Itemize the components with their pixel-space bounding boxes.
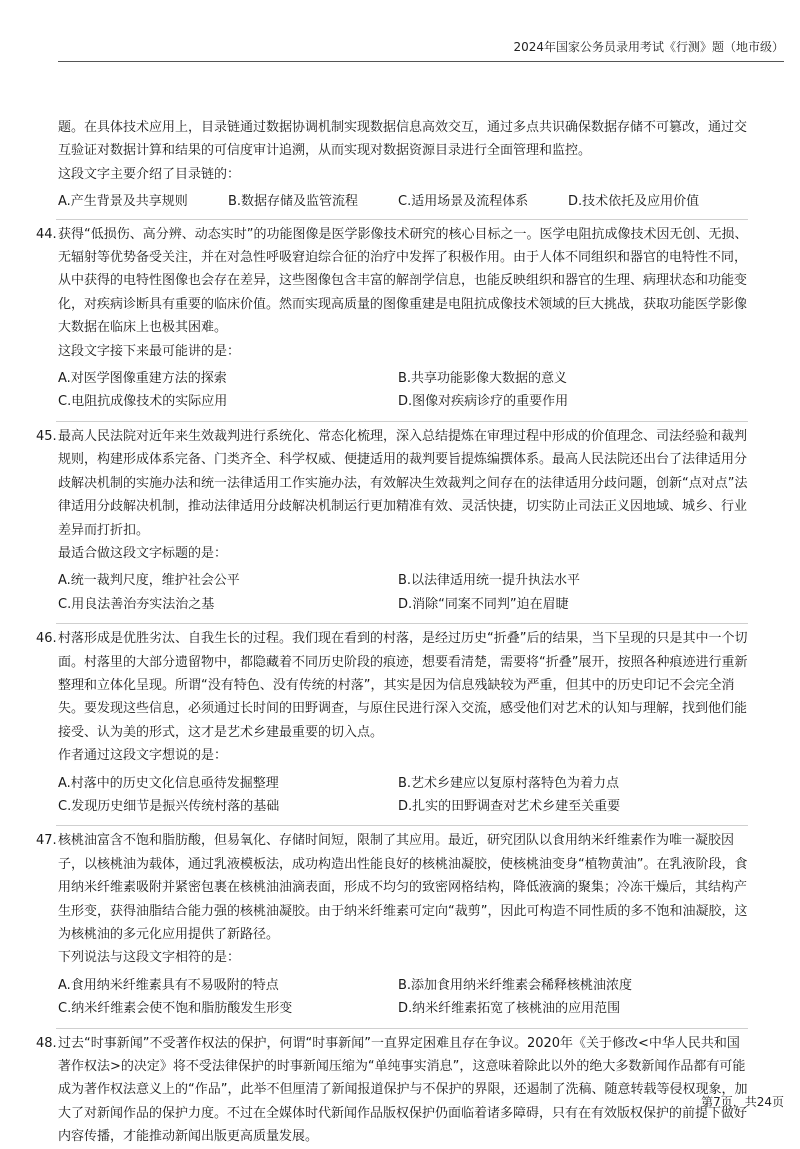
option-a: A.村落中的历史文化信息亟待发掘整理 <box>58 775 279 791</box>
option-d: D.纳米纤维素拓宽了核桃油的应用范围 <box>398 1001 621 1017</box>
option-a: A.食用纳米纤维素具有不易吸附的特点 <box>58 977 279 993</box>
option-a: A.产生背景及共享规则 <box>58 194 188 210</box>
option-a: A.对医学图像重建方法的探索 <box>58 371 227 387</box>
question-48 <box>36 1032 748 1149</box>
divider <box>56 421 748 422</box>
question-45 <box>36 425 748 618</box>
question-number: 46. <box>36 631 57 647</box>
divider <box>56 219 748 220</box>
page-footer <box>58 1093 784 1110</box>
question-prompt: 这段文字主要介绍了目录链的： <box>58 166 241 182</box>
passage-text: 题。在具体技术应用上，目录链通过数据协调机制实现数据信息高效交互，通过多点共识确保数据存储不可篡改，通过交互验证对数据计算和结果的可信度审计追溯，从而实现对数据资源目录进行全面管理和监控。 <box>58 120 748 159</box>
page-content <box>36 116 748 1149</box>
options-row <box>58 190 748 213</box>
passage-text: 村落形成是优胜劣汰、自我生长的过程。我们现在看到的村落，是经过历史“折叠”后的结果，当下呈现的只是其中一个切面。村落里的大部分遗留物中，都隐藏着不同历史阶段的痕迹，想要看清楚，需要将“折叠”展开，按照各种痕迹进行重新整理和立体化呈现。所谓“没有特色、没有传统的村落”，其实是因为信息残缺较为严重，但其中的历史印记不会完全消失。要发现这些信息，必须通过长时间的田野调查，与原住民进行深入交流，感受他们对艺术的认知与理解，找到他们能接受、认为美的形式，这才是艺术乡建最重要的切入点。 <box>58 631 748 740</box>
page-number: 第7页，共24页 <box>701 1095 784 1109</box>
option-b: B.数据存储及监管流程 <box>228 194 359 210</box>
option-b: B.以法律适用统一提升执法水平 <box>398 573 581 589</box>
option-b: B.共享功能影像大数据的意义 <box>398 371 568 387</box>
question-prompt: 作者通过这段文字想说的是： <box>58 748 228 764</box>
question-number: 47. <box>36 833 57 849</box>
option-c: C.发现历史细节是振兴传统村落的基础 <box>58 798 280 814</box>
divider <box>56 1028 748 1029</box>
passage-text: 过去“时事新闻”不受著作权法的保护，何谓“时事新闻”一直界定困难且存在争议。2020年《关于修改<中华人民共和国著作权法>的决定》将不受法律保护的时事新闻压缩为“单纯事实消息”，这意味着除此以外的绝大多数新闻作品都有可能成为著作权法意义上的“作品”，此举不但厘清了新闻报道保护与不保护的界限，还遏制了洗稿、随意转载等侵权现象，加大了对新闻作品的保护力度。不过在全媒体时代新闻作品版权保护仍面临着诸多障碍，只有在有效版权保护的前提下做好内容传播，才能推动新闻出版更高质量发展。 <box>58 1035 748 1145</box>
passage-text: 获得“低损伤、高分辨、动态实时”的功能图像是医学影像技术研究的核心目标之一。医学电阻抗成像技术因无创、无损、无辐射等优势备受关注，并在对急性呼吸窘迫综合征的治疗中发挥了积极作用。由于人体不同组织和器官的电特性不同，从中获得的电特性图像也会存在差异，这些图像包含丰富的解剖学信息，也能反映组织和器官的生理、病理状态和功能变化，对疾病诊断具有重要的临床价值。然而实现高质量的图像重建是电阻抗成像技术领域的巨大挑战，获取功能医学影像大数据在临床上也极其困难。 <box>58 226 748 336</box>
options-grid <box>58 367 748 414</box>
option-d: D.扎实的田野调查对艺术乡建至关重要 <box>398 798 621 814</box>
divider <box>56 825 748 826</box>
question-47 <box>36 829 748 1022</box>
question-prompt: 这段文字接下来最可能讲的是： <box>58 343 241 359</box>
options-grid <box>58 974 748 1021</box>
option-d: D.技术依托及应用价值 <box>568 194 700 210</box>
option-b: B.添加食用纳米纤维素会稀释核桃油浓度 <box>398 977 633 993</box>
option-d: D.图像对疾病诊疗的重要作用 <box>398 394 569 410</box>
option-b: B.艺术乡建应以复原村落特色为着力点 <box>398 775 620 791</box>
question-44 <box>36 223 748 416</box>
question-prompt: 最适合做这段文字标题的是： <box>58 545 228 561</box>
page-header <box>58 38 784 62</box>
divider <box>56 623 748 624</box>
question-43-continuation <box>58 116 748 214</box>
option-d: D.消除“同案不同判”迫在眉睫 <box>398 596 569 612</box>
question-number: 45. <box>36 428 57 444</box>
option-c: C.用良法善治夯实法治之基 <box>58 596 215 612</box>
question-number: 44. <box>36 226 57 242</box>
options-grid <box>58 772 748 819</box>
option-a: A.统一裁判尺度，维护社会公平 <box>58 573 240 589</box>
option-c: C.纳米纤维素会使不饱和脂肪酸发生形变 <box>58 1001 293 1017</box>
options-grid <box>58 569 748 616</box>
exam-title: 2024年国家公务员录用考试《行测》题（地市级） <box>513 40 784 54</box>
passage-text: 核桃油富含不饱和脂肪酸，但易氧化、存储时间短，限制了其应用。最近，研究团队以食用纳米纤维素作为唯一凝胶因子，以核桃油为载体，通过乳液模板法，成功构造出性能良好的核桃油凝胶，使核桃油变身“植物黄油”。在乳液阶段，食用纳米纤维素吸附并紧密包裹在核桃油油滴表面，形成不均匀的致密网格结构，降低液滴的聚集；冷冻干燥后，其结构产生形变，获得油脂结合能力强的核桃油凝胶。由于纳米纤维素可定向“裁剪”，因此可构造不同性质的多不饱和油凝胶，这为核桃油的多元化应用提供了新路径。 <box>58 833 748 942</box>
passage-text: 最高人民法院对近年来生效裁判进行系统化、常态化梳理，深入总结提炼在审理过程中形成的价值理念、司法经验和裁判规则，构建形成体系完备、门类齐全、科学权威、便捷适用的裁判要旨提炼编撰体系。最高人民法院还出台了法律适用分歧解决机制的实施办法和统一法律适用工作实施办法，有效解决生效裁判之间存在的法律适用分歧问题，创新“点对点”法律适用分歧解决机制，推动法律适用分歧解决机制运行更加精准有效、灵活快捷，切实防止司法正义因地域、城乡、行业差异而打折扣。 <box>58 428 748 538</box>
option-c: C.适用场景及流程体系 <box>398 194 529 210</box>
question-46 <box>36 627 748 820</box>
question-prompt: 下列说法与这段文字相符的是： <box>58 950 241 966</box>
question-number: 48. <box>36 1035 57 1051</box>
option-c: C.电阻抗成像技术的实际应用 <box>58 394 228 410</box>
